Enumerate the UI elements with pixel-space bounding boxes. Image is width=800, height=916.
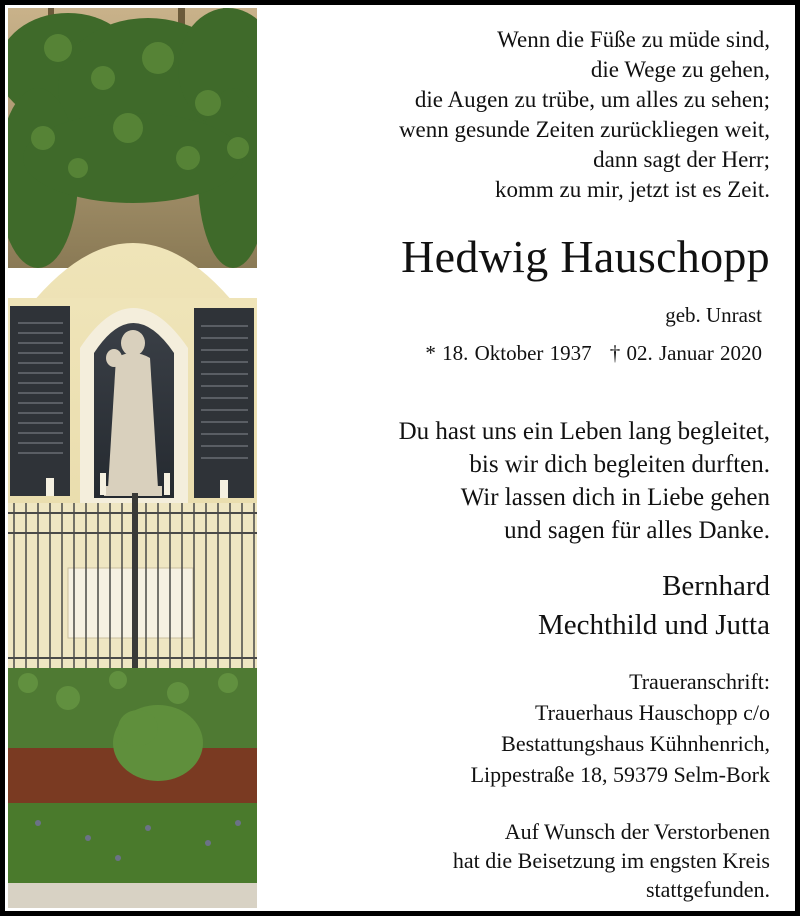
deceased-name: Hedwig Hauschopp [401, 231, 770, 282]
address-line: Lippestraße 18, 59379 Selm-Bork [470, 762, 770, 787]
poem [399, 25, 770, 205]
note-line: Auf Wunsch der Verstorbenen [504, 819, 770, 844]
poem-line: die Wege zu gehen, [590, 57, 770, 82]
obituary-card [5, 5, 795, 911]
verse-line: Wir lassen dich in Liebe gehen [460, 484, 770, 511]
address-line: Trauerhaus Hauschopp c/o [534, 700, 770, 725]
farewell-verse [399, 415, 770, 547]
family-line: Bernhard [662, 570, 770, 602]
verse-line: und sagen für alles Danke. [504, 517, 770, 544]
mourning-address [471, 666, 770, 790]
verse-line: Du hast uns ein Leben lang begleitet, [398, 418, 770, 445]
birth-date: * 18. Oktober 1937 [425, 341, 592, 365]
poem-line: wenn gesunde Zeiten zurückliegen weit, [398, 117, 770, 142]
note-line: stattgefunden. [645, 877, 770, 902]
burial-note [453, 817, 770, 904]
poem-line: die Augen zu trübe, um alles zu sehen; [414, 87, 770, 112]
life-dates [425, 339, 762, 367]
poem-line: Wenn die Füße zu müde sind, [497, 27, 770, 52]
shrine-photo [8, 8, 257, 908]
poem-line: dann sagt der Herr; [593, 147, 770, 172]
maiden-name: geb. Unrast [665, 303, 762, 327]
address-line: Bestattungshaus Kühnhenrich, [501, 731, 770, 756]
note-line: hat die Beisetzung im engsten Kreis [452, 848, 770, 873]
death-date: † 02. Januar 2020 [609, 341, 762, 365]
shrine-photo-illustration [8, 8, 257, 908]
address-line: Traueranschrift: [629, 669, 770, 694]
family-line: Mechthild und Jutta [538, 609, 770, 641]
poem-line: komm zu mir, jetzt ist es Zeit. [494, 177, 770, 202]
mourning-family [538, 567, 770, 645]
obituary-text [265, 5, 770, 911]
verse-line: bis wir dich begleiten durften. [469, 451, 770, 478]
